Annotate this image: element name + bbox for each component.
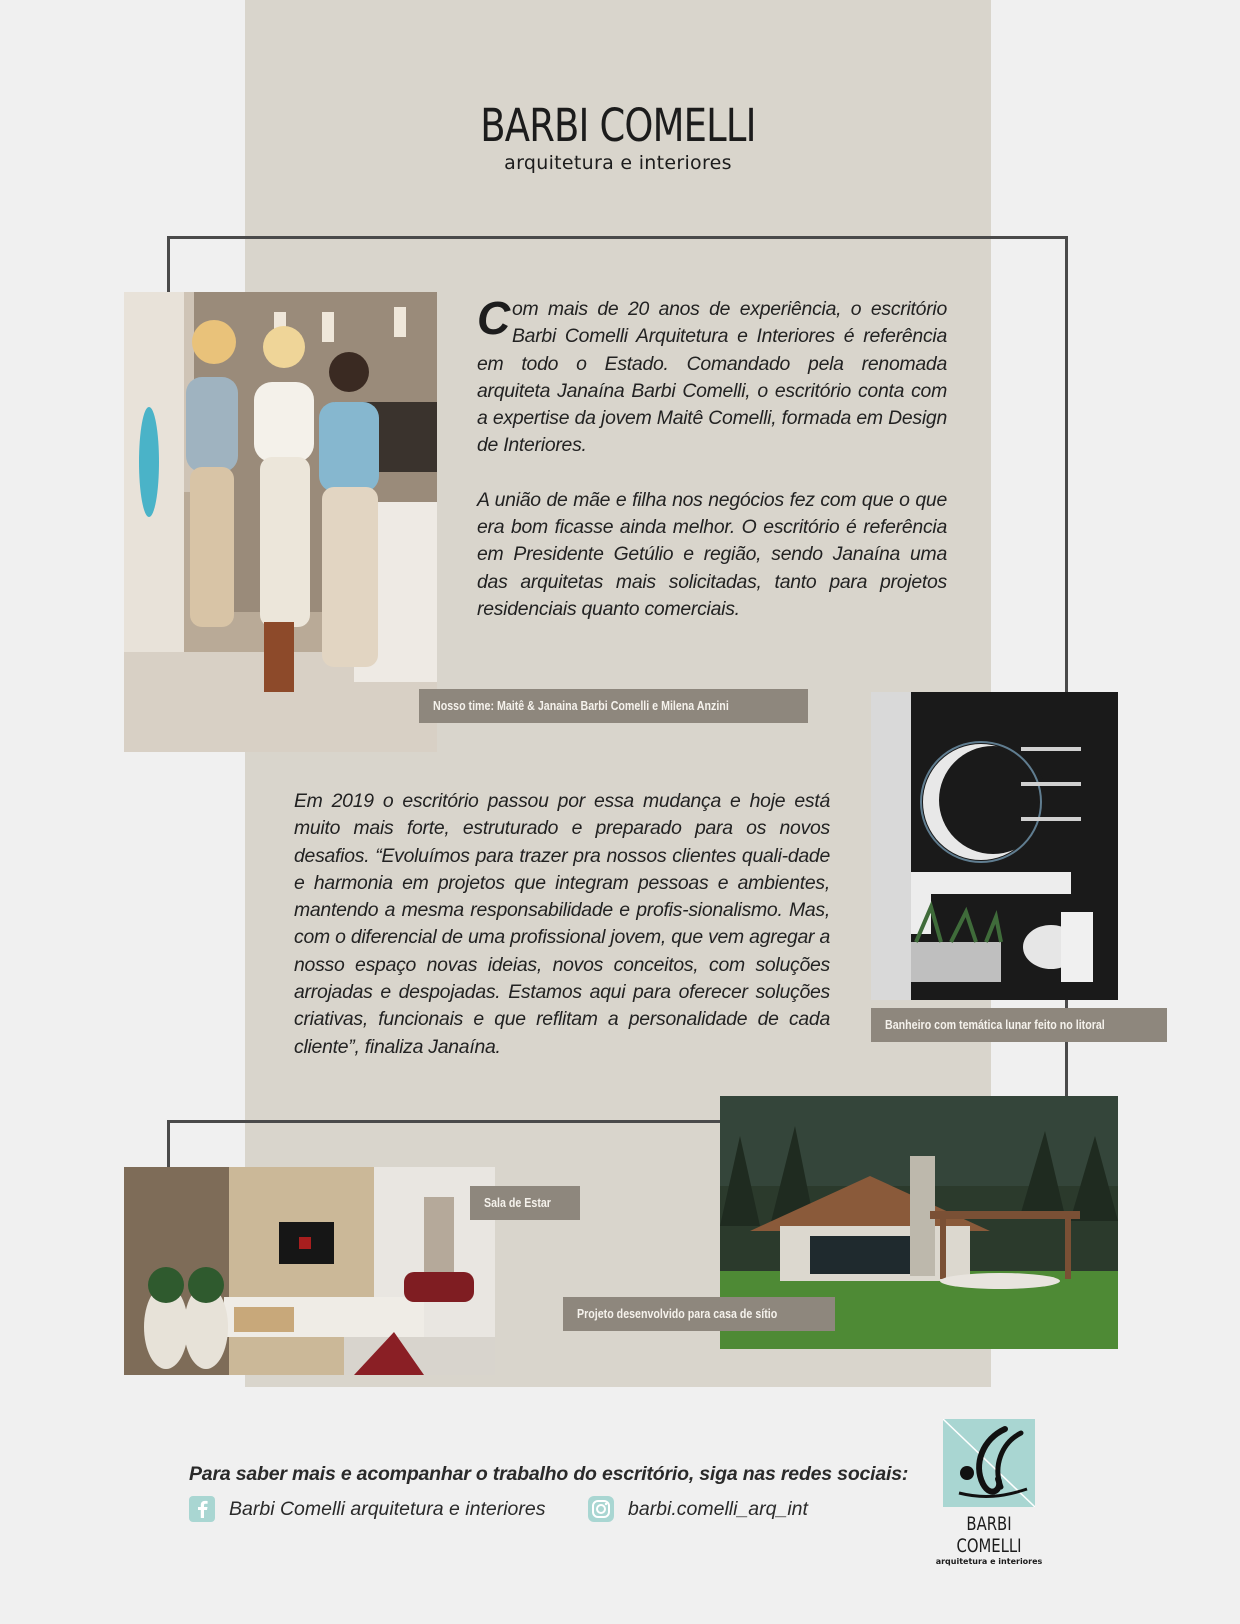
intro-text: [477, 292, 947, 623]
instagram-icon: [588, 1496, 614, 1522]
caption-team: [419, 689, 808, 723]
body-paragraph: Em 2019 o escritório passou por essa mudança e hoje está muito mais forte, estruturado e preparado para os novos desafios. “Evoluímos para trazer pra nossos clientes quali-dade e harmonia em projetos que integram pessoas e ambientes, mantendo a mesma responsabilidade e profis-sionalismo. Mas, com o diferencial de uma profissional jovem, que vem agregar a nosso espaço novas ideias, novos conceitos, com soluções arrojadas e despojadas. Estamos aqui para oferecer soluções criativas, funcionais e que reflitam a personalidade de cada cliente”, finaliza Janaína.: [294, 790, 830, 1058]
logo-name: BARBI COMELLI: [956, 1513, 1022, 1557]
body-text: [294, 788, 830, 1061]
footer-logo: [929, 1419, 1049, 1566]
intro-paragraph-1-text: om mais de 20 anos de experiência, o escritório Barbi Comelli Arquitetura e Interiores é referência em todo o Estado. Comandado pela renomada arquiteta Janaína Barbi Comelli, o escritório conta com a expertise da jovem Maitê Comelli, formada em Design de Interiores.: [477, 298, 947, 457]
logo-subtitle: arquitetura e interiores: [935, 1557, 1043, 1566]
logo-emblem-icon: [943, 1419, 1035, 1507]
team-photo: [124, 292, 437, 752]
facebook-icon: [189, 1496, 215, 1522]
intro-paragraph-1: [477, 292, 947, 460]
caption-team-text: Nosso time: Maitê & Janaina Barbi Comelli e Milena Anzini: [433, 698, 729, 713]
frame-bottom-left-line: [167, 1120, 170, 1168]
facebook-name: Barbi Comelli arquitetura e interiores: [229, 1497, 546, 1520]
intro-paragraph-2: A união de mãe e filha nos negócios fez com que o que era bom ficasse ainda melhor. O escritório é referência em Presidente Getúlio e região, sendo Janaína uma das arquitetas mais solicitadas, tanto para projetos residenciais quanto comerciais.: [477, 488, 947, 620]
frame-left-line: [167, 236, 170, 292]
instagram-link[interactable]: [588, 1496, 808, 1522]
caption-living-room: [470, 1186, 580, 1220]
caption-bathroom-text: Banheiro com temática lunar feito no litoral: [885, 1017, 1105, 1032]
brand-subtitle: arquitetura e interiores: [504, 152, 732, 174]
dropcap: C: [477, 292, 510, 344]
frame-top-line: [167, 236, 1068, 239]
follow-text: Para saber mais e acompanhar o trabalho do escritório, siga nas redes sociais:: [189, 1463, 909, 1485]
logo-mark: [943, 1419, 1035, 1507]
brand-name: BARBI COMELLI: [480, 99, 756, 152]
facebook-link[interactable]: [189, 1496, 545, 1522]
caption-country-house: [563, 1297, 835, 1331]
bathroom-photo: [871, 692, 1118, 1000]
instagram-handle: barbi.comelli_arq_int: [628, 1497, 808, 1520]
caption-living-room-text: Sala de Estar: [484, 1195, 551, 1210]
frame-bottom-line: [167, 1120, 721, 1123]
header: [245, 100, 991, 174]
caption-bathroom: [871, 1008, 1167, 1042]
living-room-photo: [124, 1167, 495, 1375]
caption-country-house-text: Projeto desenvolvido para casa de sítio: [577, 1306, 778, 1321]
